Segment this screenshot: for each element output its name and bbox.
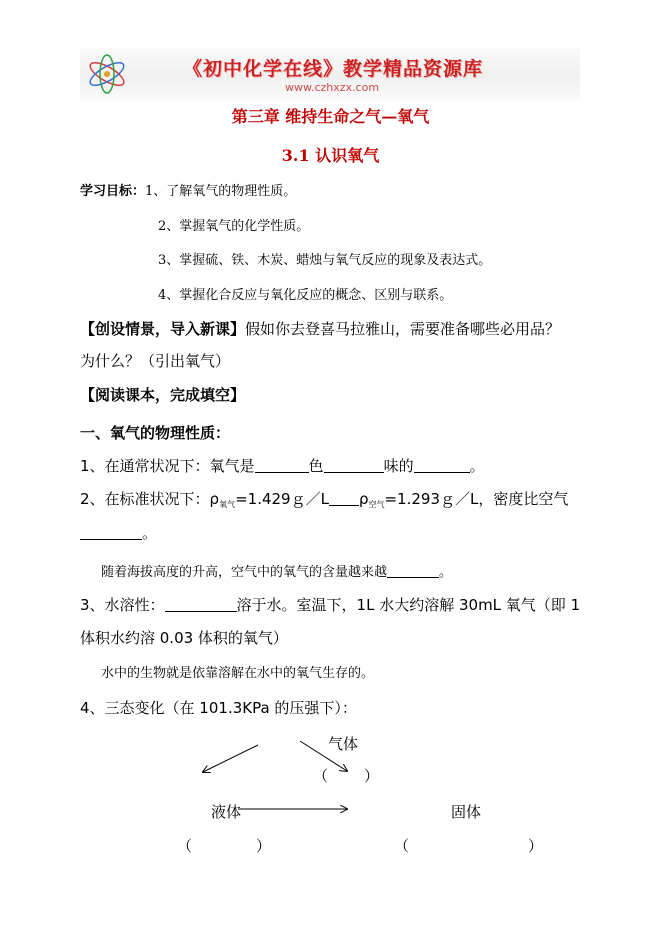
intro-heading: 【创设情景，导入新课】	[80, 320, 246, 338]
paren-open: （	[177, 837, 193, 855]
question-1: 1、在通常状况下：氧气是 色 味的 。	[80, 457, 485, 475]
banner-url: www.czhxzx.com	[285, 81, 380, 94]
note-altitude: 随着海拔高度的升高，空气中的氧气的含量越来越 。	[101, 565, 453, 580]
question-3: 3、水溶性： 溶于水。室温下，1L 水大约溶解 30mL 氧气（即 1	[80, 596, 581, 614]
question-4: 4、三态变化（在 101.3KPa 的压强下）：	[80, 699, 357, 717]
paren-close: ）	[256, 837, 272, 855]
note-aquatic: 水中的生物就是依靠溶解在水中的氧气生存的。	[101, 666, 375, 681]
question-2: 2、在标准状况下：$\rho_{氧气}=1.429g/L$ $\rho_{空气}=1.293g/L$，密度比空气	[80, 490, 569, 509]
objective-item: 2、掌握氧气的化学性质。	[158, 219, 310, 234]
chapter-title: 第三章 维持生命之气—氧气	[231, 107, 430, 126]
arrow-gas-to-liquid	[203, 745, 258, 772]
objectives-label: 学习目标：	[80, 184, 146, 199]
banner-title: 《初中化学在线》教学精品资源库	[183, 58, 484, 80]
paren-open: （	[313, 767, 329, 785]
intro-text: 假如你去登喜马拉雅山，需要准备哪些必用品？	[245, 320, 561, 338]
paren-close: ）	[528, 837, 544, 855]
objective-item: 3、掌握硫、铁、木炭、蜡烛与氧气反应的现象及表达式。	[158, 253, 492, 268]
paren-close: ）	[364, 767, 380, 785]
section-title: 3.1 认识氧气	[281, 146, 380, 165]
intro-text-2: 为什么？（引出氧气）	[80, 352, 231, 370]
part1-heading: 一、氧气的物理性质：	[80, 424, 231, 442]
objective-item: 1、了解氧气的物理性质。	[145, 184, 297, 199]
objective-item: 4、掌握化合反应与氧化反应的概念、区别与联系。	[158, 288, 453, 303]
label-solid: 固体	[451, 803, 482, 821]
question-2-line-2: 。	[80, 522, 157, 543]
question-3-line-2: 体积水约溶 0.03 体积的氧气）	[80, 629, 288, 647]
label-liquid: 液体	[211, 803, 242, 821]
reading-heading: 【阅读课本，完成填空】	[80, 386, 246, 404]
label-gas: 气体	[328, 735, 359, 753]
paren-open: （	[394, 837, 410, 855]
